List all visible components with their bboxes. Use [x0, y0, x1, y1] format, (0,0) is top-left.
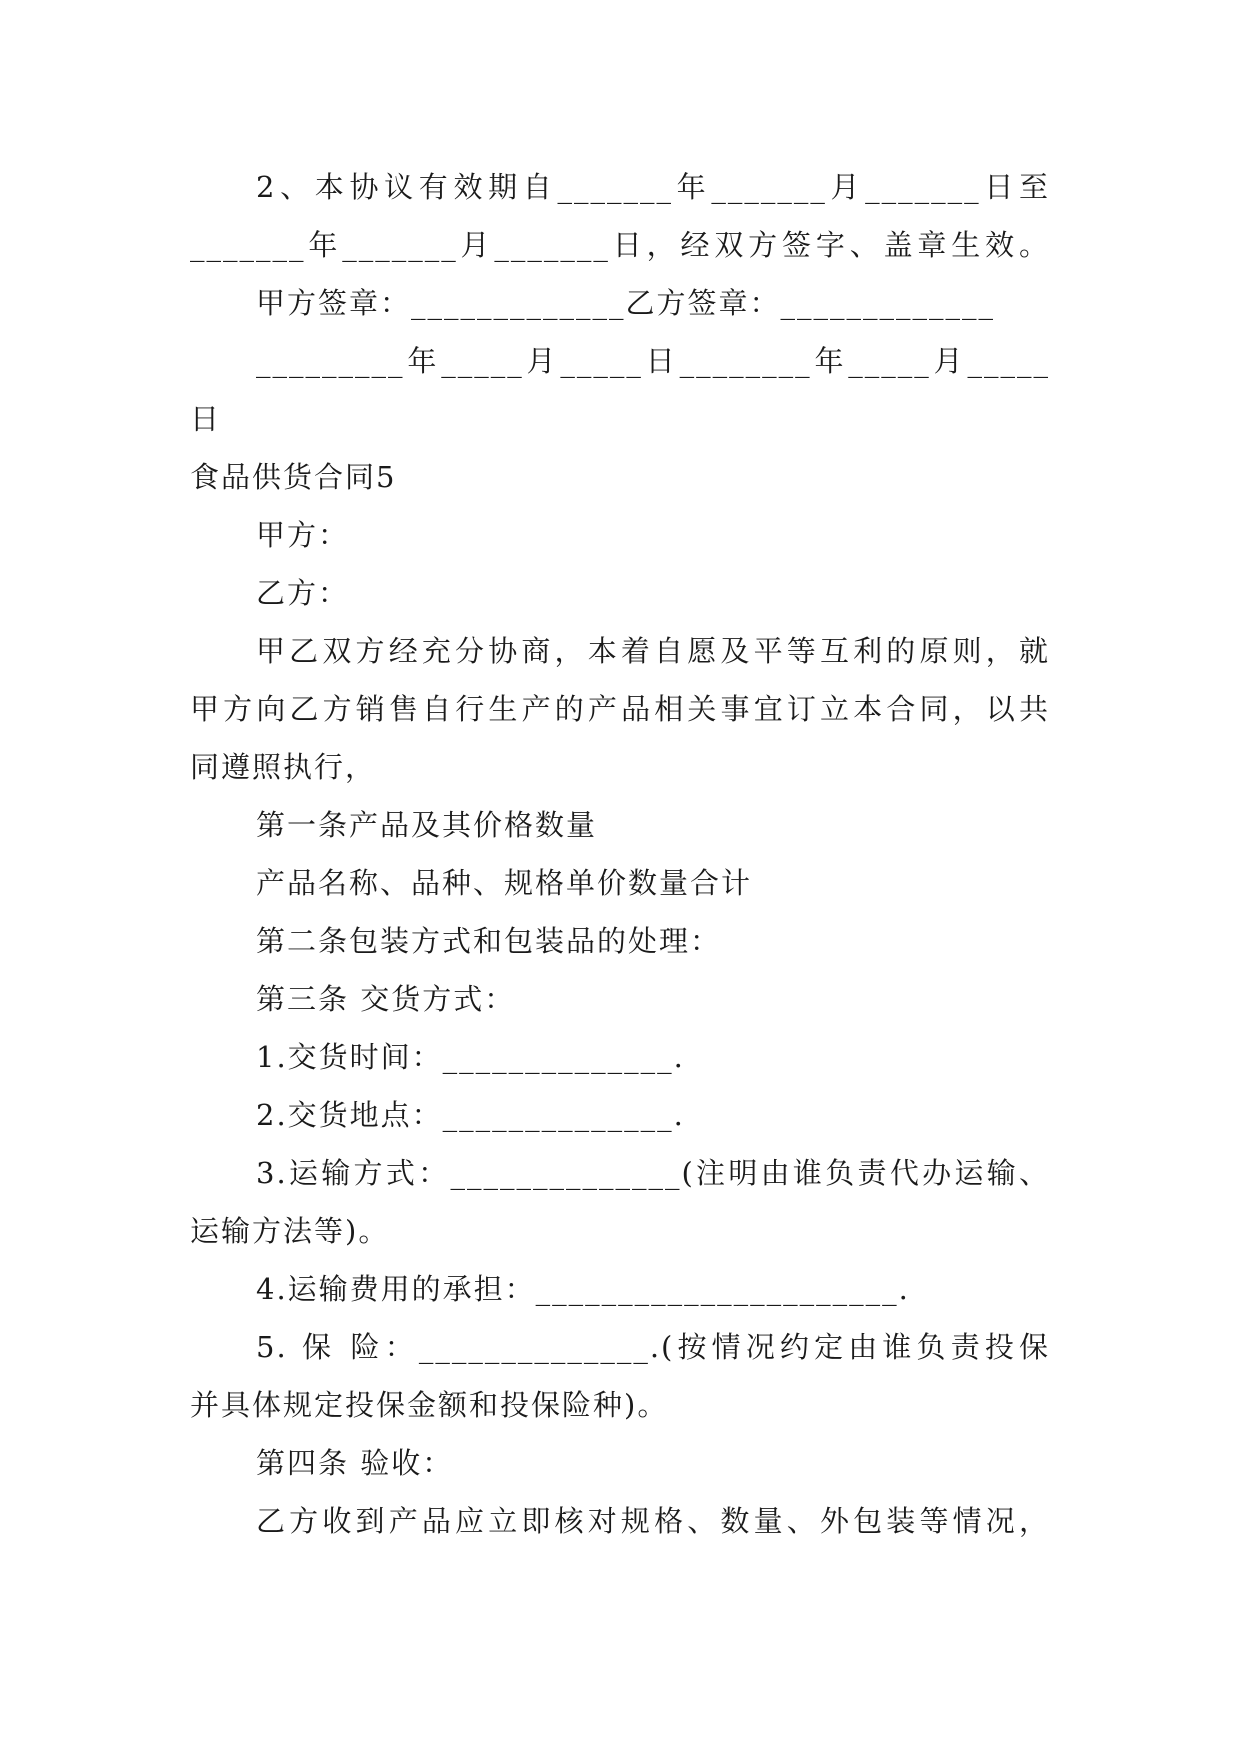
text-line: 日	[190, 402, 222, 436]
text-line: 4.运输费用的承担：______________________.	[256, 1272, 910, 1306]
clause-heading: 第一条产品及其价格数量	[256, 808, 598, 842]
text-line: 运输方法等)。	[190, 1214, 390, 1248]
text-line: 并具体规定投保金额和投保险种)。	[190, 1388, 669, 1422]
text-line: 乙方：	[256, 576, 350, 610]
clause-heading: 第四条 验收：	[256, 1446, 454, 1480]
text-line: 3.运输方式：______________(注明由谁负责代办运输、	[256, 1156, 1050, 1190]
section-title: 食品供货合同5	[190, 460, 397, 494]
text-line: _______年_______月_______日，经双方签字、盖章生效。	[190, 228, 1050, 262]
text-line: 1.交货时间：______________.	[256, 1040, 685, 1074]
text-line: 甲方签章：_____________乙方签章：_____________	[256, 286, 996, 320]
text-line: 产品名称、品种、规格单价数量合计	[256, 866, 753, 900]
clause-heading: 第三条 交货方式：	[256, 982, 516, 1016]
text-line: 甲方向乙方销售自行生产的产品相关事宜订立本合同，以共	[190, 692, 1050, 726]
text-line: 甲方：	[256, 518, 350, 552]
text-line: 5. 保 险：______________.(按情况约定由谁负责投保	[256, 1330, 1050, 1364]
text-line: 同遵照执行，	[190, 750, 377, 784]
clause-heading: 第二条包装方式和包装品的处理：	[256, 924, 722, 958]
text-line: _________年_____月_____日________年_____月_____	[256, 344, 1050, 378]
text-line: 2.交货地点：______________.	[256, 1098, 685, 1132]
text-line: 乙方收到产品应立即核对规格、数量、外包装等情况，	[256, 1504, 1050, 1538]
text-line: 甲乙双方经充分协商，本着自愿及平等互利的原则，就	[256, 634, 1050, 668]
text-line: 2、本协议有效期自_______年_______月_______日至	[256, 170, 1050, 204]
document-body	[190, 158, 1050, 1550]
